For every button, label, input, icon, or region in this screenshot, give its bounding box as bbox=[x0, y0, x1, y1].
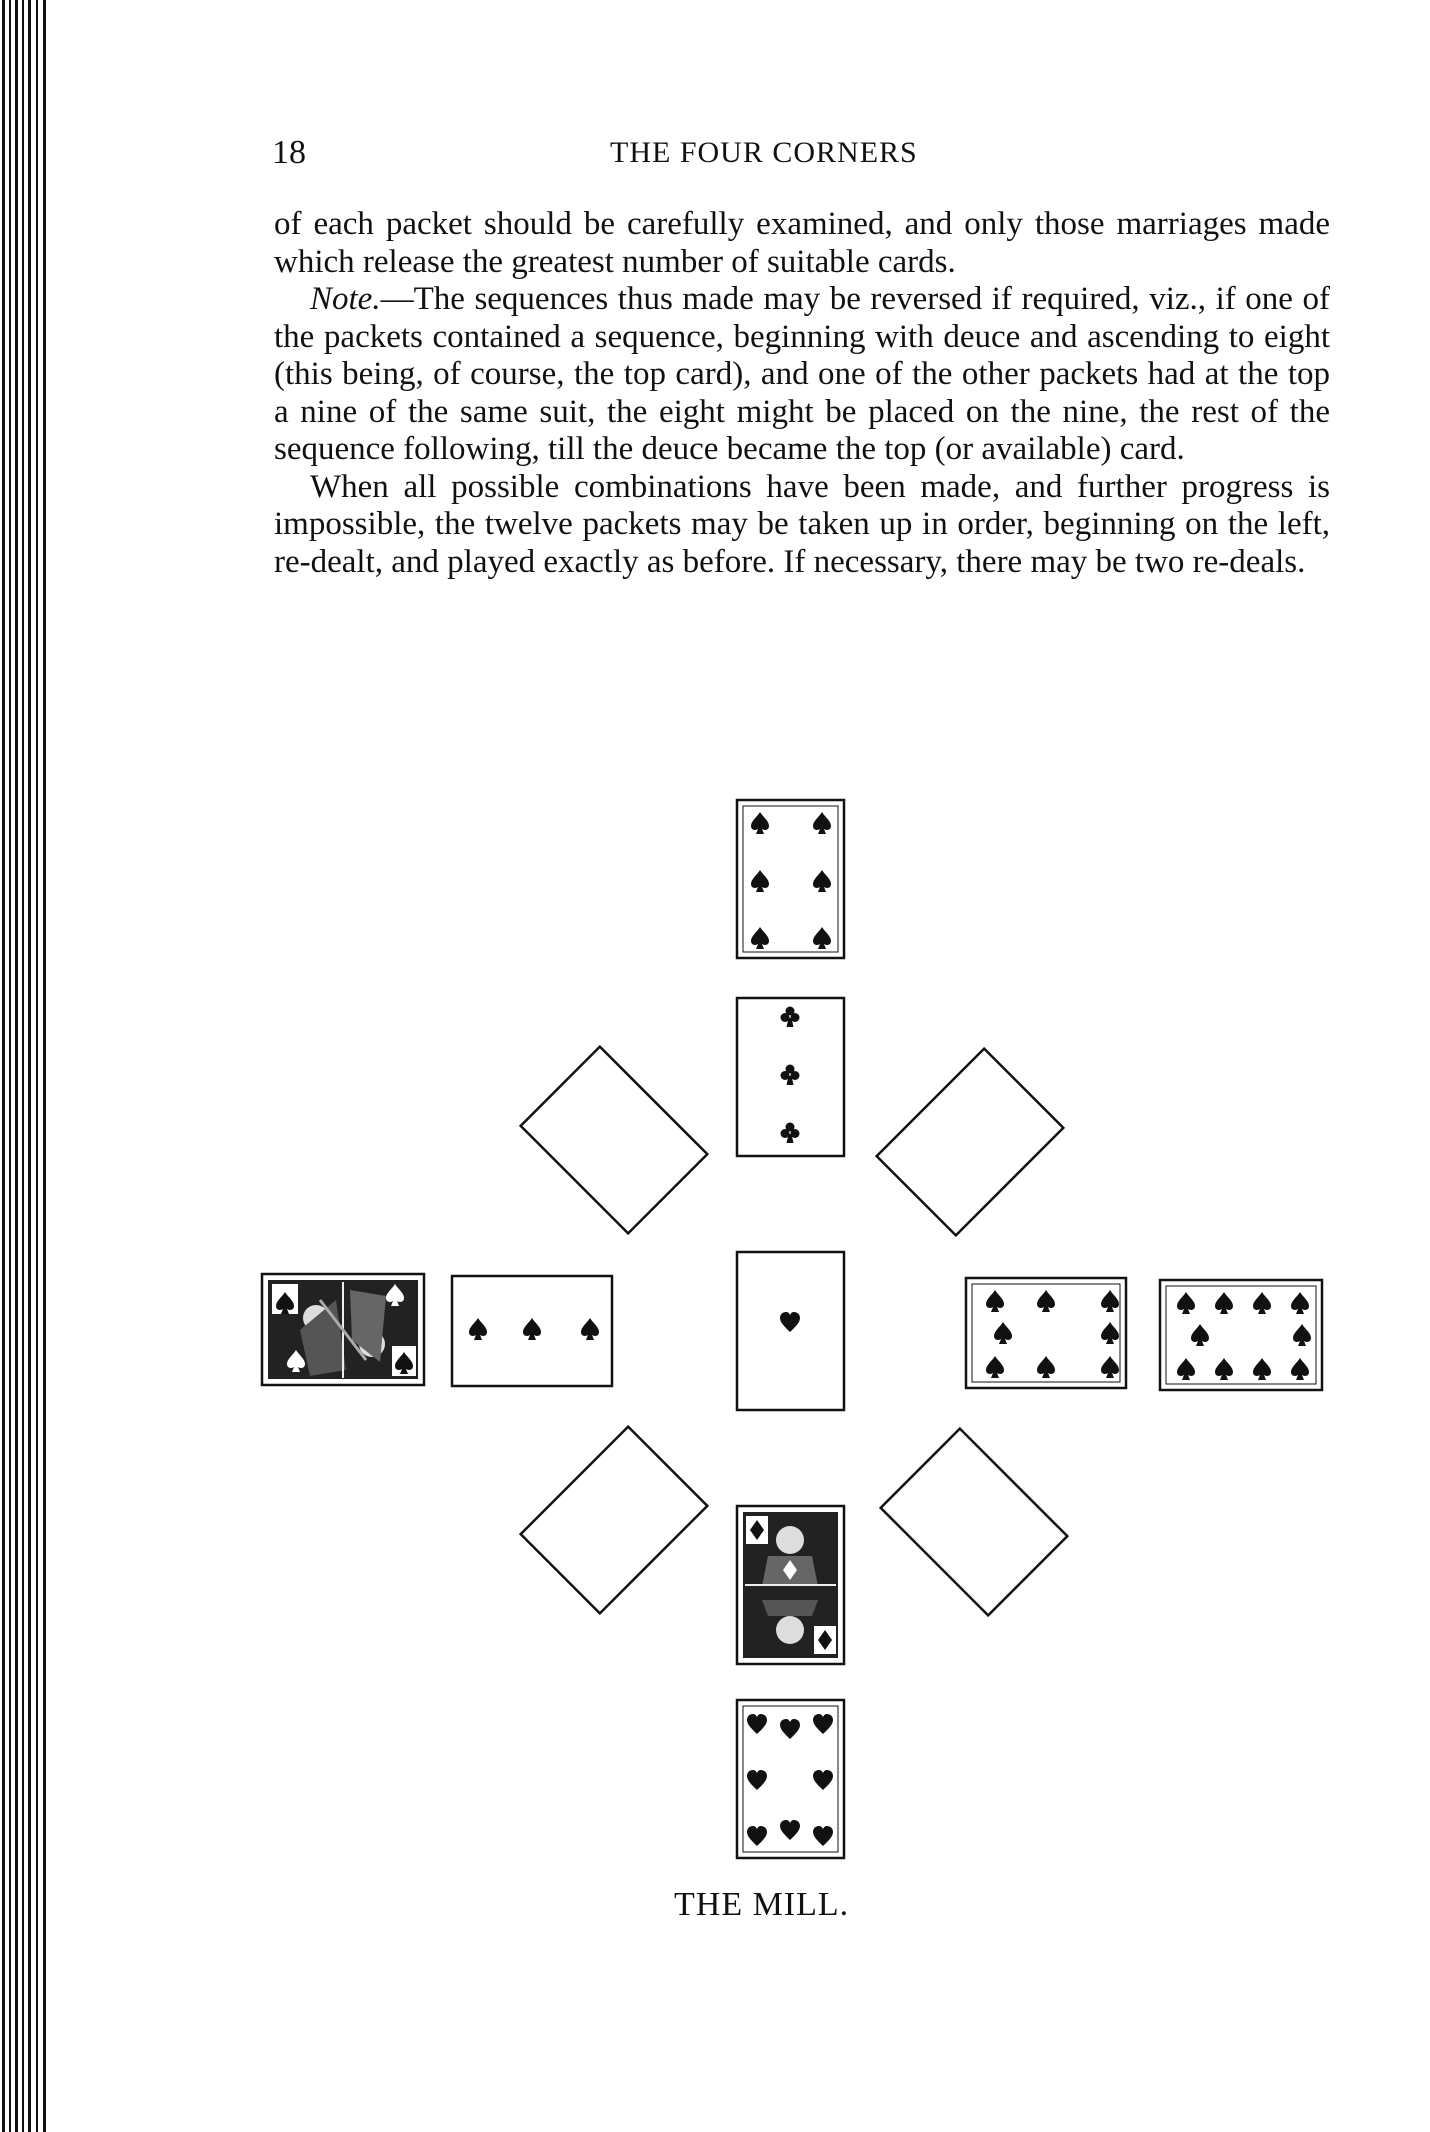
card-ten-of-spades bbox=[1160, 1280, 1322, 1390]
card-diamond-top-right bbox=[877, 1049, 1064, 1236]
card-diamond-bottom-left bbox=[521, 1427, 708, 1614]
card-queen-of-spades bbox=[262, 1274, 424, 1385]
card-diamond-bottom-right bbox=[881, 1429, 1068, 1616]
note-label: Note. bbox=[310, 281, 381, 317]
note-text: —The sequences thus made may be reversed if required, viz., if one of the packets contained a sequence, beginning with deuce and ascending to eight (this being, of course, the top card), and one of the other packets had at the top a nine of the same suit, the eight might be placed on the nine, the rest of the sequence following, till the deuce became the top (or available) card. bbox=[274, 281, 1330, 467]
card-eight-of-spades bbox=[966, 1278, 1126, 1388]
paragraph-1: of each packet should be carefully examined, and only those marriages made which release the greatest number of suitable cards. bbox=[274, 206, 1330, 280]
figure-caption: THE MILL. bbox=[674, 1886, 850, 1923]
card-diamond-top-left bbox=[521, 1047, 708, 1234]
page-number: 18 bbox=[272, 134, 306, 171]
running-title: THE FOUR CORNERS bbox=[610, 136, 918, 169]
card-three-of-spades bbox=[452, 1276, 612, 1386]
card-three-of-clubs bbox=[737, 998, 844, 1156]
paragraph-3: When all possible combinations have been made, and further progress is impossible, the twelve packets may be taken up in order, beginning on the left, re-dealt, and played exactly as before. If necessary, there may be two re-deals. bbox=[274, 468, 1330, 580]
card-ace-of-hearts bbox=[737, 1252, 844, 1410]
card-six-of-spades bbox=[737, 800, 844, 958]
card-eight-of-hearts bbox=[737, 1700, 844, 1858]
card-jack-of-diamonds bbox=[737, 1506, 844, 1664]
